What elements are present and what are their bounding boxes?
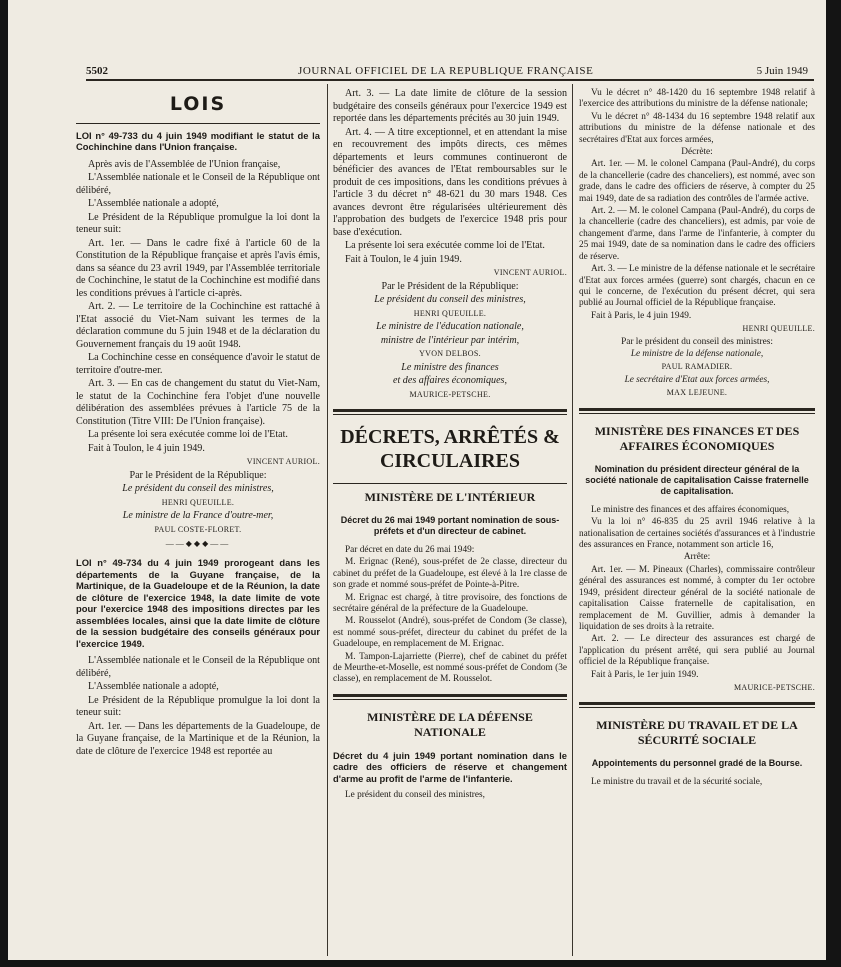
column-divider <box>572 84 573 956</box>
paragraph: M. Tampon-Lajarriette (Pierre), chef de cabinet du préfet de Meurthe-et-Moselle, est nommé sous-préfet de Condom (3e classe), en remplacement de M. Rousselot. <box>333 651 567 685</box>
title-line: Le ministre de la défense nationale, <box>630 349 764 360</box>
journal-title: JOURNAL OFFICIEL DE LA REPUBLIQUE FRANÇAISE <box>298 65 594 77</box>
column-1 <box>76 88 320 759</box>
signature: HENRI QUEUILLE. <box>742 324 815 334</box>
paragraph: Le ministre du travail et de la sécurité sociale, <box>591 777 763 788</box>
page-header <box>86 63 814 81</box>
paragraph: L'Assemblée nationale et le Conseil de la République ont délibéré, <box>76 172 320 196</box>
ministry-heading-travail: MINISTÈRE DU TRAVAIL ET DE LA SÉCURITÉ SOCIALE <box>596 718 798 748</box>
signature: PAUL COSTE-FLORET. <box>154 524 242 534</box>
paragraph: L'Assemblée nationale et le Conseil de la République ont délibéré, <box>76 655 320 679</box>
column-divider <box>327 84 328 956</box>
rule <box>333 483 567 484</box>
section-title-decrets: DÉCRETS, ARRÊTÉS & CIRCULAIRES <box>340 426 560 472</box>
title-line: et des affaires économiques, <box>393 375 507 386</box>
place-date: Fait à Toulon, le 4 juin 1949. <box>345 253 462 265</box>
double-rule <box>579 702 815 708</box>
issue-date: 5 Juin 1949 <box>756 65 808 77</box>
decree-heading: Nomination du président directeur général de la société nationale de capitalisation Caisse fraternelle de capitalisation. <box>585 463 809 496</box>
newspaper-page <box>8 0 826 960</box>
paragraph: Après avis de l'Assemblée de l'Union française, <box>88 158 281 170</box>
signature: MAURICE-PETSCHE. <box>409 389 491 399</box>
ministry-heading-defense: MINISTÈRE DE LA DÉFENSE NATIONALE <box>367 709 533 739</box>
article: Art. 2. — M. le colonel Campana (Paul-André), du corps de la chancellerie (cadre des chanceliers), est admis, par voie de changement d'arme, dans l'arme de l'infanterie, à compter du 25 mai 1949, date de sa nomination dans le cadre des officiers de réserve. <box>579 206 815 262</box>
decrete-label: Décrète: <box>681 147 713 158</box>
paragraph: L'Assemblée nationale a adopté, <box>88 681 219 692</box>
paragraph: Le Président de la République promulgue la loi dont la teneur suit: <box>76 211 320 235</box>
column-2 <box>333 88 567 803</box>
article: Art. 2. — Le territoire de la Cochinchine est rattaché à l'Etat associé du Viet-Nam suivant les termes de la déclaration commune du 5 juin 1948 et de la déclaration du Gouvernement français du 19 août 1948. <box>76 301 320 350</box>
title-line: Le président du conseil des ministres, <box>122 483 274 494</box>
double-rule <box>333 409 567 415</box>
title-line: Le secrétaire d'Etat aux forces armées, <box>624 374 770 385</box>
article: Art. 3. — Le ministre de la défense nationale et le secrétaire d'Etat aux forces armées (guerre) sont chargés, chacun en ce qui le concerne, de l'exécution du présent décret, qui sera publié au Journal officiel de la République française. <box>579 264 815 309</box>
article: Art. 1er. — Dans le cadre fixé à l'article 60 de la Constitution de la République française et après l'avis émis, dans sa séance du 23 avril 1949, par l'Assemblée territoriale de Cochinchine, le statut de la Cochinchine est modifié dans les conditions prévues à l'article ci-après. <box>76 237 320 299</box>
article: Art. 1er. — M. Pineaux (Charles), commissaire contrôleur général des assurances est nommé, à compter du 1er octobre 1949, président directeur général de la société nationale de capitalisation Caisse fraternelle de capitalisation, en remplacement de M. Guvillier, admis à demander la liquidation de ses droits à la retraite. <box>579 564 815 632</box>
double-rule <box>333 694 567 700</box>
paragraph: Par le président du conseil des ministres: <box>621 336 773 347</box>
arrete-label: Arrête: <box>683 552 711 563</box>
law-heading: LOI n° 49-734 du 4 juin 1949 prorogeant dans les départements de la Guyane française, de la Martinique, de la Guadeloupe et de la Réunion, la date de clôture de l'exercice 1948, la date limite de vote pour l'exercice 1948 des impositions directes par les assemblées locales, ainsi que la date limite de clôture de la session budgétaire des conseils généraux pour l'exercice 1949. <box>76 557 320 649</box>
article: Art. 2. — Le directeur des assurances est chargé de l'application du présent arrêté, qui sera publié au Journal officiel de la République française. <box>579 634 815 668</box>
decree-heading: Décret du 26 mai 1949 portant nomination de sous-préfets et d'un directeur de cabinet. <box>340 515 560 536</box>
paragraph: Par le Président de la République: <box>129 469 267 481</box>
article: Art. 3. — La date limite de clôture de la session budgétaire des conseils généraux pour l'exercice 1949 est reportée dans les départements précités au 30 juin 1949. <box>333 88 567 124</box>
paragraph: Vu la loi n° 46-835 du 25 avril 1946 relative à la nationalisation de certaines sociétés d'assurances et à l'industrie des assurances en France, notamment son article 16, <box>579 517 815 551</box>
place-date: Fait à Paris, le 1er juin 1949. <box>591 669 699 680</box>
article: Art. 1er. — M. le colonel Campana (Paul-André), du corps de la chancellerie (cadre des chanceliers), est nommé, avec son grade, dans le cadre des officiers de réserve, à compter du 25 mai 1949, date de sa radiation des contrôles de l'armée active. <box>579 159 815 204</box>
ministry-heading-interieur: MINISTÈRE DE L'INTÉRIEUR <box>364 490 536 504</box>
paragraph: M. Erignac (René), sous-préfet de 2e classe, directeur du cabinet du préfet de la Guadeloupe, est élevé à la 1re classe de son grade et nommé sous-préfet de Pointe-à-Pitre. <box>333 557 567 591</box>
law-heading: LOI n° 49-733 du 4 juin 1949 modifiant le statut de la Cochinchine dans l'Union française. <box>76 129 320 152</box>
paragraph: Le ministre des finances et des affaires économiques, <box>591 504 790 515</box>
decree-heading: Appointements du personnel gradé de la Bourse. <box>591 758 803 769</box>
paragraph: M. Erignac est chargé, à titre provisoire, des fonctions de secrétaire général de la préfecture de la Guadeloupe. <box>333 592 567 615</box>
ministry-heading-finances: MINISTÈRE DES FINANCES ET DES AFFAIRES ÉCONOMIQUES <box>594 423 800 453</box>
rule <box>76 123 320 124</box>
signature: MAX LEJEUNE. <box>666 388 728 398</box>
signature: HENRI QUEUILLE. <box>161 497 235 507</box>
paragraph: Par le Président de la République: <box>381 280 519 292</box>
signature: VINCENT AURIOL. <box>493 268 567 277</box>
article: Art. 4. — A titre exceptionnel, et en attendant la mise en recouvrement des impôts directs, ces mêmes départements et leurs communes continueront de bénéficier des avances de l'Etat remboursables sur le produit de ces impositions, dans les conditions prévues à l'article 3 du décret n° 48-621 du 30 mars 1948. Ces avances devront être régularisées ultérieurement dès l'approbation des budgets de l'exercice 1948 pris pour base d'exécution. <box>333 126 567 238</box>
double-rule <box>579 408 815 414</box>
signature: HENRI QUEUILLE. <box>413 308 487 318</box>
title-line: Le président du conseil des ministres, <box>374 294 526 305</box>
place-date: Fait à Toulon, le 4 juin 1949. <box>88 442 205 454</box>
paragraph: L'Assemblée nationale a adopté, <box>88 198 219 209</box>
page-number: 5502 <box>86 65 108 77</box>
title-line: Le ministre de l'éducation nationale, <box>376 321 524 332</box>
paragraph: La présente loi sera exécutée comme loi de l'Etat. <box>88 429 288 440</box>
signature: PAUL RAMADIER. <box>661 362 733 372</box>
paragraph: Vu le décret n° 48-1420 du 16 septembre 1948 relatif à l'exercice des attributions du ministre de la défense nationale; <box>579 88 815 110</box>
paragraph: La présente loi sera exécutée comme loi de l'Etat. <box>345 240 545 251</box>
signature: YVON DELBOS. <box>419 349 481 358</box>
paragraph: Le Président de la République promulgue la loi dont la teneur suit: <box>76 694 320 718</box>
paragraph: Le président du conseil des ministres, <box>345 790 485 801</box>
signature: MAURICE-PETSCHE. <box>733 682 815 692</box>
ornament-divider: ——◆◆◆—— <box>165 539 231 548</box>
paragraph: Vu le décret n° 48-1434 du 16 septembre 1948 relatif aux attributions du ministre de la défense nationale et des secrétaires d'Etat aux forces armées, <box>579 111 815 145</box>
section-title-lois: LOIS <box>169 93 227 115</box>
article: Art. 3. — En cas de changement du statut du Viet-Nam, le statut de la Cochinchine fera l'objet d'une nouvelle délibération des assemblées prévues à l'article 75 de la Constitution (Titre VIII: De l'Union française). <box>76 378 320 427</box>
signature: VINCENT AURIOL. <box>246 457 320 466</box>
title-line: ministre de l'intérieur par intérim, <box>380 334 520 346</box>
place-date: Fait à Paris, le 4 juin 1949. <box>591 310 692 321</box>
column-3 <box>579 88 815 790</box>
title-line: Le ministre des finances <box>401 361 499 373</box>
paragraph: M. Rousselot (André), sous-préfet de Condom (3e classe), est nommé sous-préfet, directeur du cabinet du préfet de la Guadeloupe, en remplacement de M. Erignac. <box>333 616 567 650</box>
title-line: Le ministre de la France d'outre-mer, <box>122 510 274 521</box>
paragraph: La Cochinchine cesse en conséquence d'avoir le statut de territoire d'outre-mer. <box>76 352 320 376</box>
decree-heading: Décret du 4 juin 1949 portant nomination dans le cadre des officiers de réserve et changement d'arme au profit de l'arme de l'infanterie. <box>333 749 567 784</box>
article: Art. 1er. — Dans les départements de la Guadeloupe, de la Guyane française, de la Martinique et de la Réunion, la date de clôture de l'exercice 1948 est reportée au <box>76 720 320 757</box>
paragraph: Par décret en date du 26 mai 1949: <box>345 545 475 555</box>
